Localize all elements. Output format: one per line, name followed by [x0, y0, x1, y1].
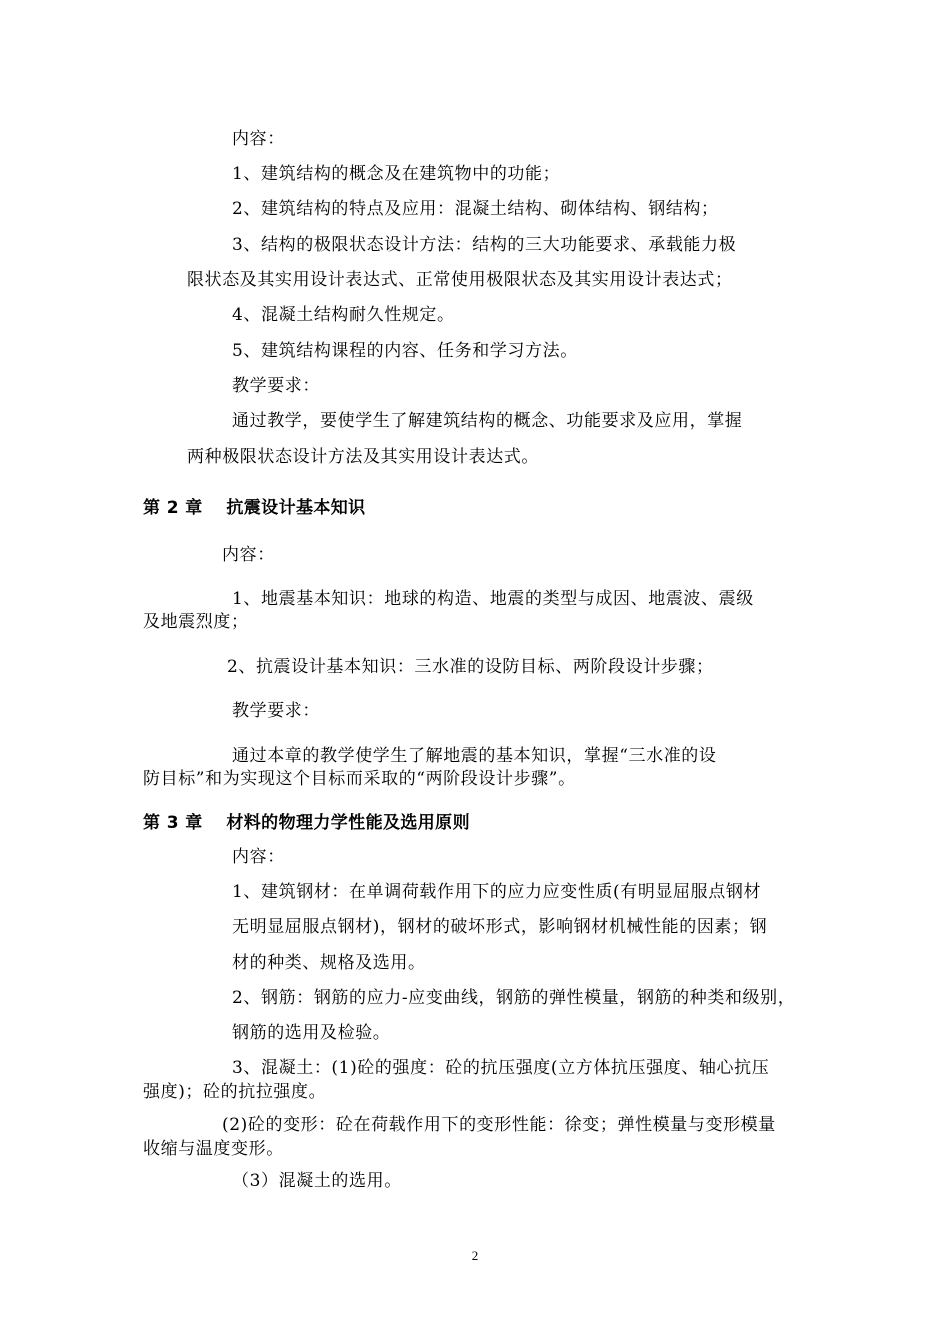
- content-label: 内容：: [232, 129, 285, 149]
- list-item: 1、建筑钢材：在单调荷载作用下的应力应变性质(有明显屈服点钢材: [232, 882, 762, 902]
- requirements-text: 防目标”和为实现这个目标而采取的“两阶段设计步骤”。: [143, 769, 576, 789]
- list-item: 收缩与温度变形。: [143, 1139, 284, 1159]
- list-item: 1、地震基本知识：地球的构造、地震的类型与成因、地震波、震级: [232, 589, 754, 609]
- requirements-text: 通过教学，要使学生了解建筑结构的概念、功能要求及应用，掌握: [232, 411, 743, 431]
- list-item: 强度)；砼的抗拉强度。: [143, 1082, 327, 1102]
- list-item: 5、建筑结构课程的内容、任务和学习方法。: [232, 341, 578, 361]
- list-item: 钢筋的选用及检验。: [232, 1023, 391, 1043]
- list-item: (2)砼的变形：砼在荷载作用下的变形性能：徐变；弹性模量与变形模量: [222, 1115, 776, 1135]
- requirements-text: 通过本章的教学使学生了解地震的基本知识，掌握“三水准的设: [232, 746, 717, 766]
- list-item: 材的种类、规格及选用。: [232, 953, 426, 973]
- list-item: 4、混凝土结构耐久性规定。: [232, 305, 455, 325]
- list-item: （3）混凝土的选用。: [232, 1171, 402, 1191]
- list-item: 2、抗震设计基本知识：三水准的设防目标、两阶段设计步骤；: [227, 657, 714, 677]
- list-item: 3、结构的极限状态设计方法：结构的三大功能要求、承载能力极: [232, 235, 737, 255]
- requirements-text: 两种极限状态设计方法及其实用设计表达式。: [187, 447, 539, 467]
- requirements-label: 教学要求：: [232, 701, 320, 721]
- list-item: 无明显屈服点钢材)，钢材的破坏形式，影响钢材机械性能的因素；钢: [232, 917, 768, 937]
- requirements-label: 教学要求：: [232, 376, 320, 396]
- chapter-heading: 第 3 章 材料的物理力学性能及选用原则: [143, 813, 470, 833]
- list-item: 2、钢筋：钢筋的应力-应变曲线，钢筋的弹性模量，钢筋的种类和级别，: [232, 988, 796, 1008]
- chapter-heading: 第 2 章 抗震设计基本知识: [143, 498, 366, 518]
- list-item: 限状态及其实用设计表达式、正常使用极限状态及其实用设计表达式；: [187, 270, 733, 290]
- list-item: 1、建筑结构的概念及在建筑物中的功能；: [232, 164, 561, 184]
- content-label: 内容：: [232, 847, 285, 867]
- list-item: 3、混凝土：(1)砼的强度：砼的抗压强度(立方体抗压强度、轴心抗压: [232, 1058, 770, 1078]
- list-item: 2、建筑结构的特点及应用：混凝土结构、砌体结构、钢结构；: [232, 199, 719, 219]
- page-number: 2: [471, 1248, 479, 1263]
- list-item: 及地震烈度；: [143, 612, 249, 632]
- content-label: 内容：: [222, 545, 275, 565]
